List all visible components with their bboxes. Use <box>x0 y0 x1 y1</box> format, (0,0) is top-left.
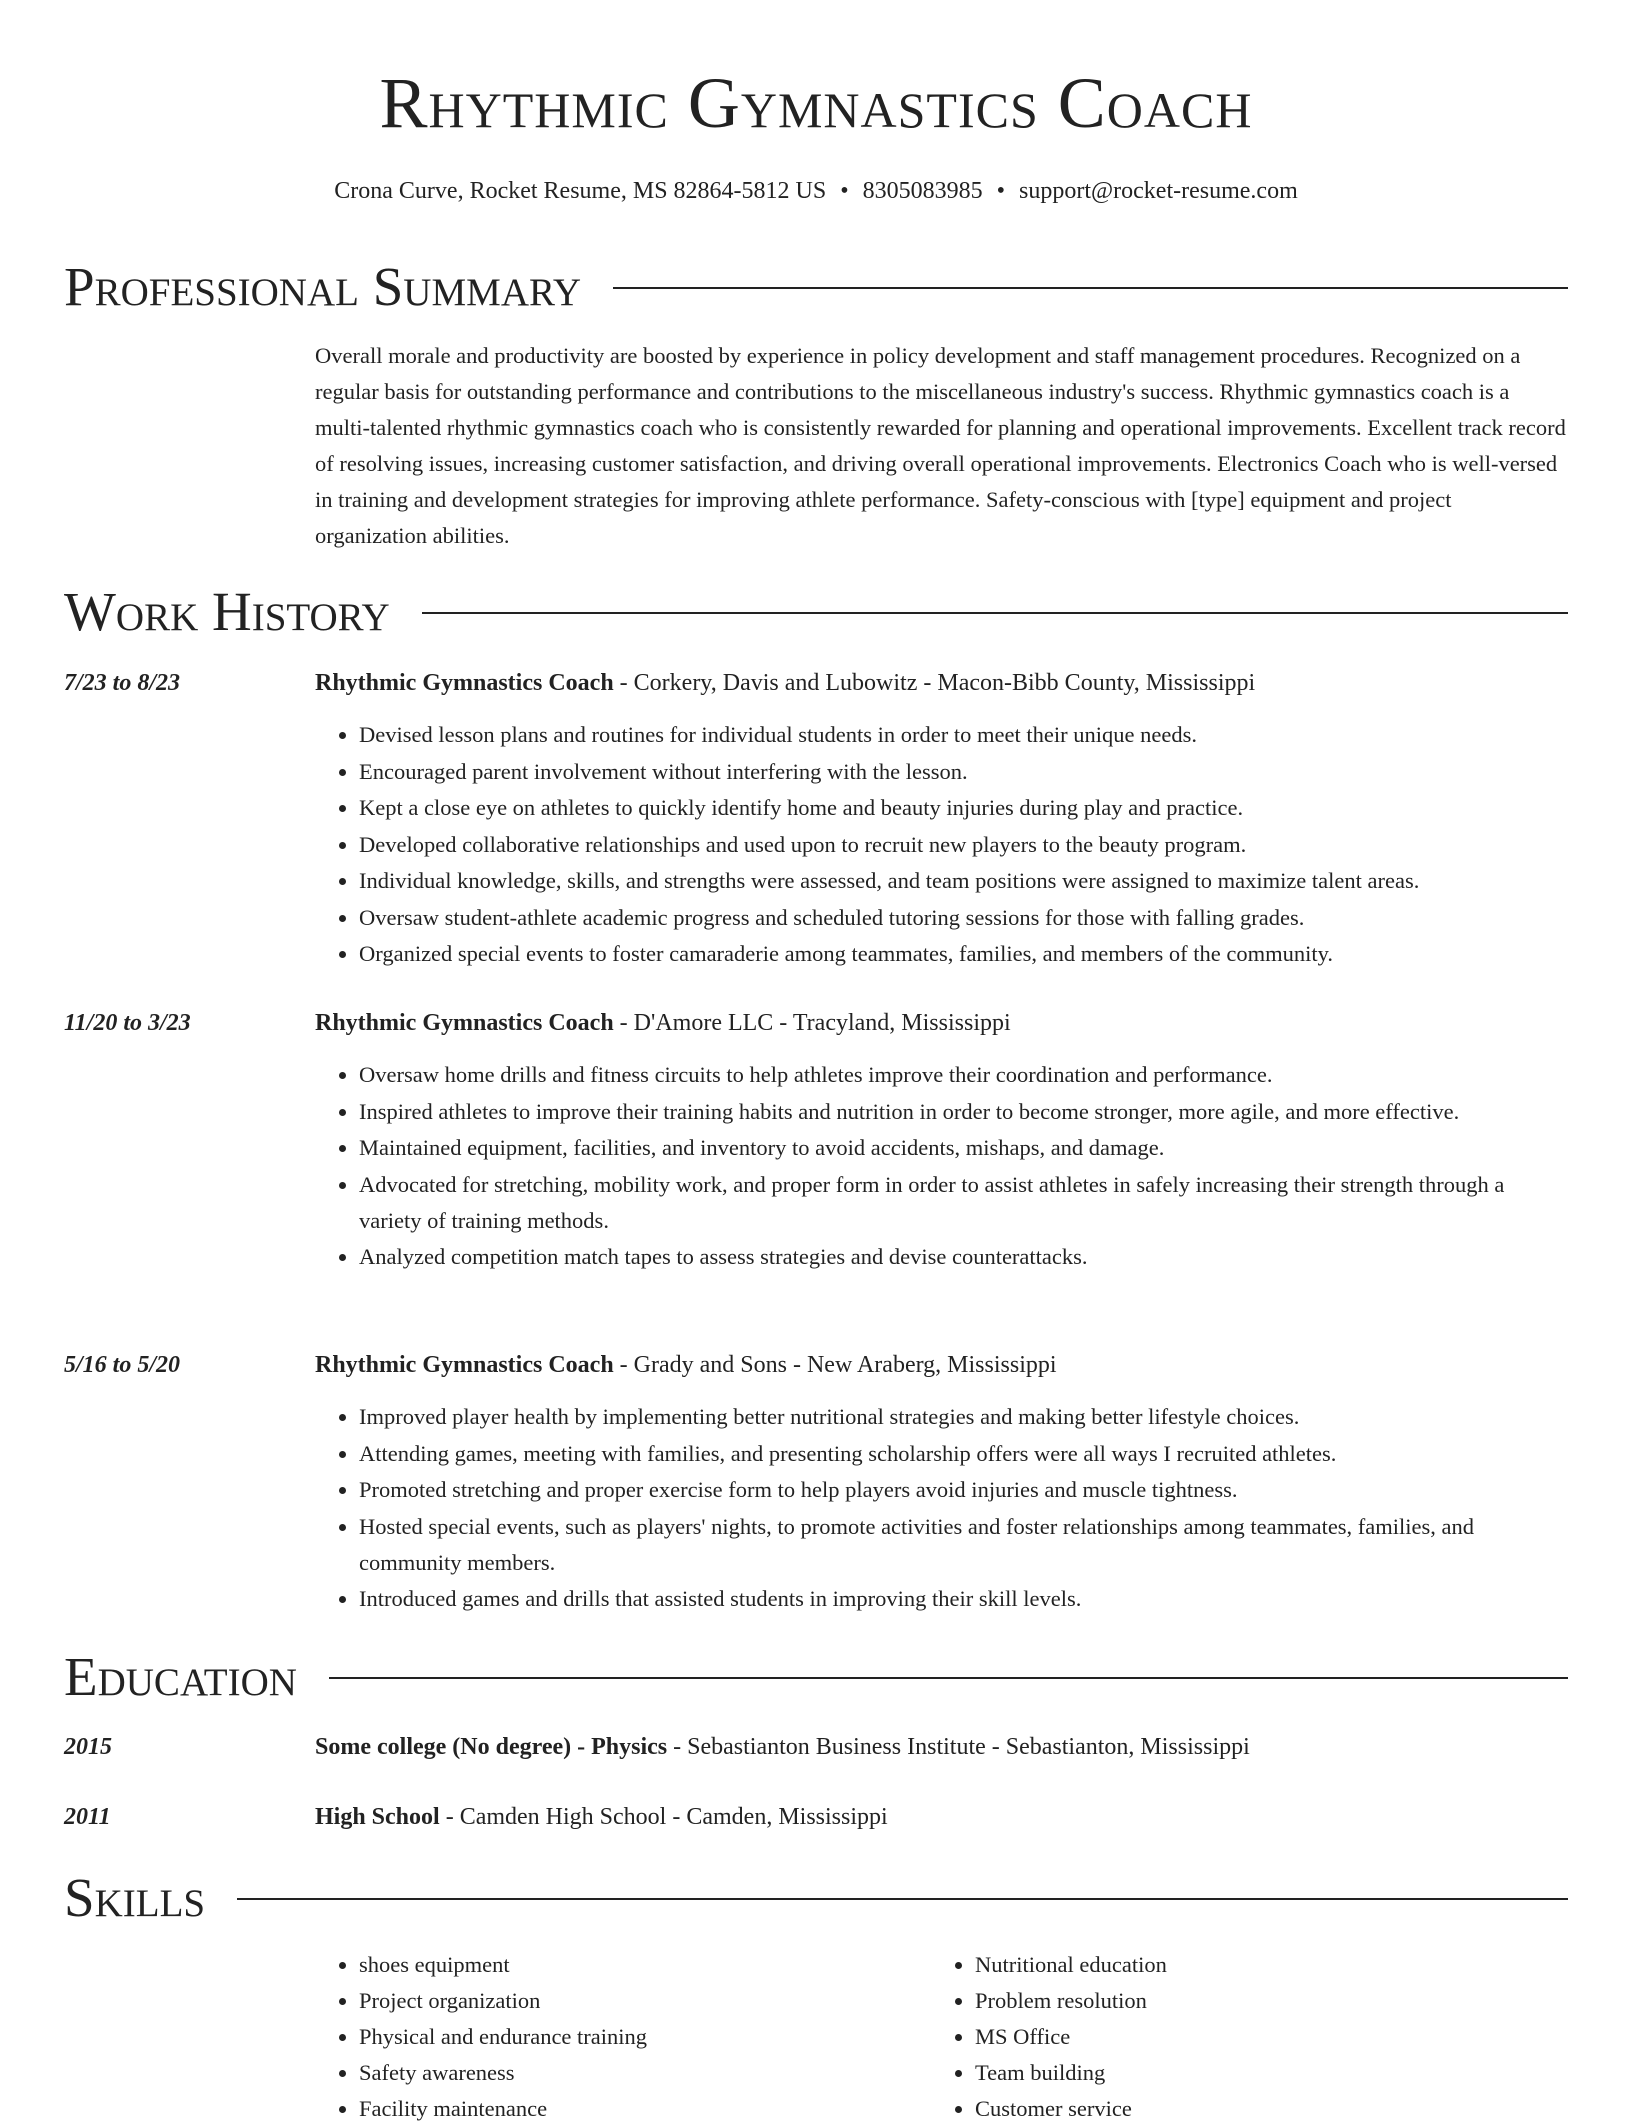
work-title <box>315 665 1568 701</box>
work-role: Rhythmic Gymnastics Coach <box>315 1352 614 1378</box>
education-degree: High School <box>315 1804 440 1830</box>
contact-separator: • <box>840 178 849 204</box>
work-bullet: • Encouraged parent involvement without interfering with the lesson. <box>359 754 1568 790</box>
work-bullet: • Advocated for stretching, mobility work, and proper form in order to assist athletes in safely increasing their strength through a variety of training methods. <box>359 1167 1568 1239</box>
education-date: 2015 <box>64 1734 112 1760</box>
skill-item: • MS Office <box>975 2019 1547 2055</box>
skill-item: • Facility maintenance <box>359 2091 931 2127</box>
skill-item: • Customer service <box>975 2091 1547 2127</box>
work-bullet: • Kept a close eye on athletes to quickly identify home and beauty injuries during play and practice. <box>359 790 1568 826</box>
resume-name: Rhythmic Gymnastics Coach <box>379 63 1253 143</box>
education-degree: Some college (No degree) - Physics <box>315 1734 668 1760</box>
education-title <box>315 1729 1568 1765</box>
section-title-work: Work History <box>64 581 390 642</box>
skill-item: • shoes equipment <box>359 1947 931 1983</box>
work-role: Rhythmic Gymnastics Coach <box>315 1010 614 1036</box>
skill-item: • Nutritional education <box>975 1947 1547 1983</box>
section-header-summary <box>64 254 1568 320</box>
work-bullet: • Organized special events to foster camaraderie among teammates, families, and members of the community. <box>359 936 1568 972</box>
contact-address: Crona Curve, Rocket Resume, MS 82864-5812 US <box>334 178 827 204</box>
section-title-skills: Skills <box>64 1867 206 1928</box>
skills-list <box>315 1947 1568 2127</box>
skills-column-left <box>315 1947 931 2127</box>
skill-item: • Team building <box>975 2055 1547 2091</box>
skills-column-right <box>931 1947 1547 2127</box>
work-details: - Corkery, Davis and Lubowitz - Macon-Bibb County, Mississippi <box>613 670 1256 696</box>
work-bullets <box>315 1057 1568 1275</box>
work-bullet: • Devised lesson plans and routines for individual students in order to meet their unique needs. <box>359 717 1568 753</box>
work-role: Rhythmic Gymnastics Coach <box>315 670 614 696</box>
skill-item: • Safety awareness <box>359 2055 931 2091</box>
section-title-summary: Professional Summary <box>64 256 582 317</box>
section-divider <box>237 1898 1568 1900</box>
work-bullet: • Hosted special events, such as players' nights, to promote activities and foster relationships among teammates, families, and community members. <box>359 1509 1568 1581</box>
work-bullets <box>315 717 1568 972</box>
work-bullet: • Developed collaborative relationships and used upon to recruit new players to the beauty program. <box>359 827 1568 863</box>
summary-text: Overall morale and productivity are boosted by experience in policy development and staff management procedures. Recognized on a regular basis for outstanding performance and contributions to the miscellaneous industry's success. Rhythmic gymnastics coach is a multi-talented rhythmic gymnastics coach who is consistently rewarded for planning and operational improvements. Excellent track record of resolving issues, increasing customer satisfaction, and driving overall operational improvements. Electronics Coach who is well-versed in training and development strategies for improving athlete performance. Safety-conscious with [type] equipment and project organization abilities. <box>315 343 1566 548</box>
work-bullet: • Attending games, meeting with families, and presenting scholarship offers were all ways I recruited athletes. <box>359 1436 1568 1472</box>
section-header-skills <box>64 1865 1568 1931</box>
work-bullet: • Oversaw student-athlete academic progress and scheduled tutoring sessions for those with falling grades. <box>359 900 1568 936</box>
contact-separator: • <box>996 178 1006 204</box>
section-divider <box>329 1677 1568 1679</box>
contact-email: support@rocket-resume.com <box>1019 178 1298 204</box>
work-title <box>315 1347 1568 1383</box>
work-details: - D'Amore LLC - Tracyland, Mississippi <box>613 1010 1011 1036</box>
work-details: - Grady and Sons - New Araberg, Mississippi <box>613 1352 1057 1378</box>
work-date: 5/16 to 5/20 <box>64 1352 181 1378</box>
work-bullet: • Oversaw home drills and fitness circuits to help athletes improve their coordination and performance. <box>359 1057 1568 1093</box>
work-date: 11/20 to 3/23 <box>64 1010 191 1036</box>
education-details: - Sebastianton Business Institute - Sebastianton, Mississippi <box>667 1734 1250 1760</box>
section-header-education <box>64 1644 1568 1710</box>
work-bullet: • Inspired athletes to improve their training habits and nutrition in order to become stronger, more agile, and more effective. <box>359 1094 1568 1130</box>
contact-line <box>0 174 1632 208</box>
section-title-education: Education <box>64 1646 297 1707</box>
work-bullet: • Individual knowledge, skills, and strengths were assessed, and team positions were assigned to maximize talent areas. <box>359 863 1568 899</box>
education-date: 2011 <box>64 1804 111 1830</box>
work-title <box>315 1005 1568 1041</box>
skill-item: • Physical and endurance training <box>359 2019 931 2055</box>
work-bullet: • Introduced games and drills that assisted students in improving their skill levels. <box>359 1581 1568 1617</box>
work-date: 7/23 to 8/23 <box>64 670 181 696</box>
work-bullet: • Improved player health by implementing better nutritional strategies and making better lifestyle choices. <box>359 1399 1568 1435</box>
education-entry <box>64 1799 1568 1835</box>
work-entry <box>64 1347 1568 1618</box>
section-header-work <box>64 579 1568 645</box>
skill-item: • Project organization <box>359 1983 931 2019</box>
section-divider <box>422 612 1568 614</box>
work-bullets <box>315 1399 1568 1617</box>
education-title <box>315 1799 1568 1835</box>
work-entry <box>64 665 1568 973</box>
work-bullet: • Promoted stretching and proper exercise form to help players avoid injuries and muscle tightness. <box>359 1472 1568 1508</box>
work-bullet: • Analyzed competition match tapes to assess strategies and devise counterattacks. <box>359 1239 1568 1275</box>
contact-phone: 8305083985 <box>862 178 983 204</box>
work-bullet: • Maintained equipment, facilities, and inventory to avoid accidents, mishaps, and damage. <box>359 1130 1568 1166</box>
education-details: - Camden High School - Camden, Mississippi <box>439 1804 888 1830</box>
education-entry <box>64 1729 1568 1765</box>
skill-item: • Problem resolution <box>975 1983 1547 2019</box>
work-entry <box>64 1005 1568 1276</box>
section-divider <box>613 287 1568 289</box>
